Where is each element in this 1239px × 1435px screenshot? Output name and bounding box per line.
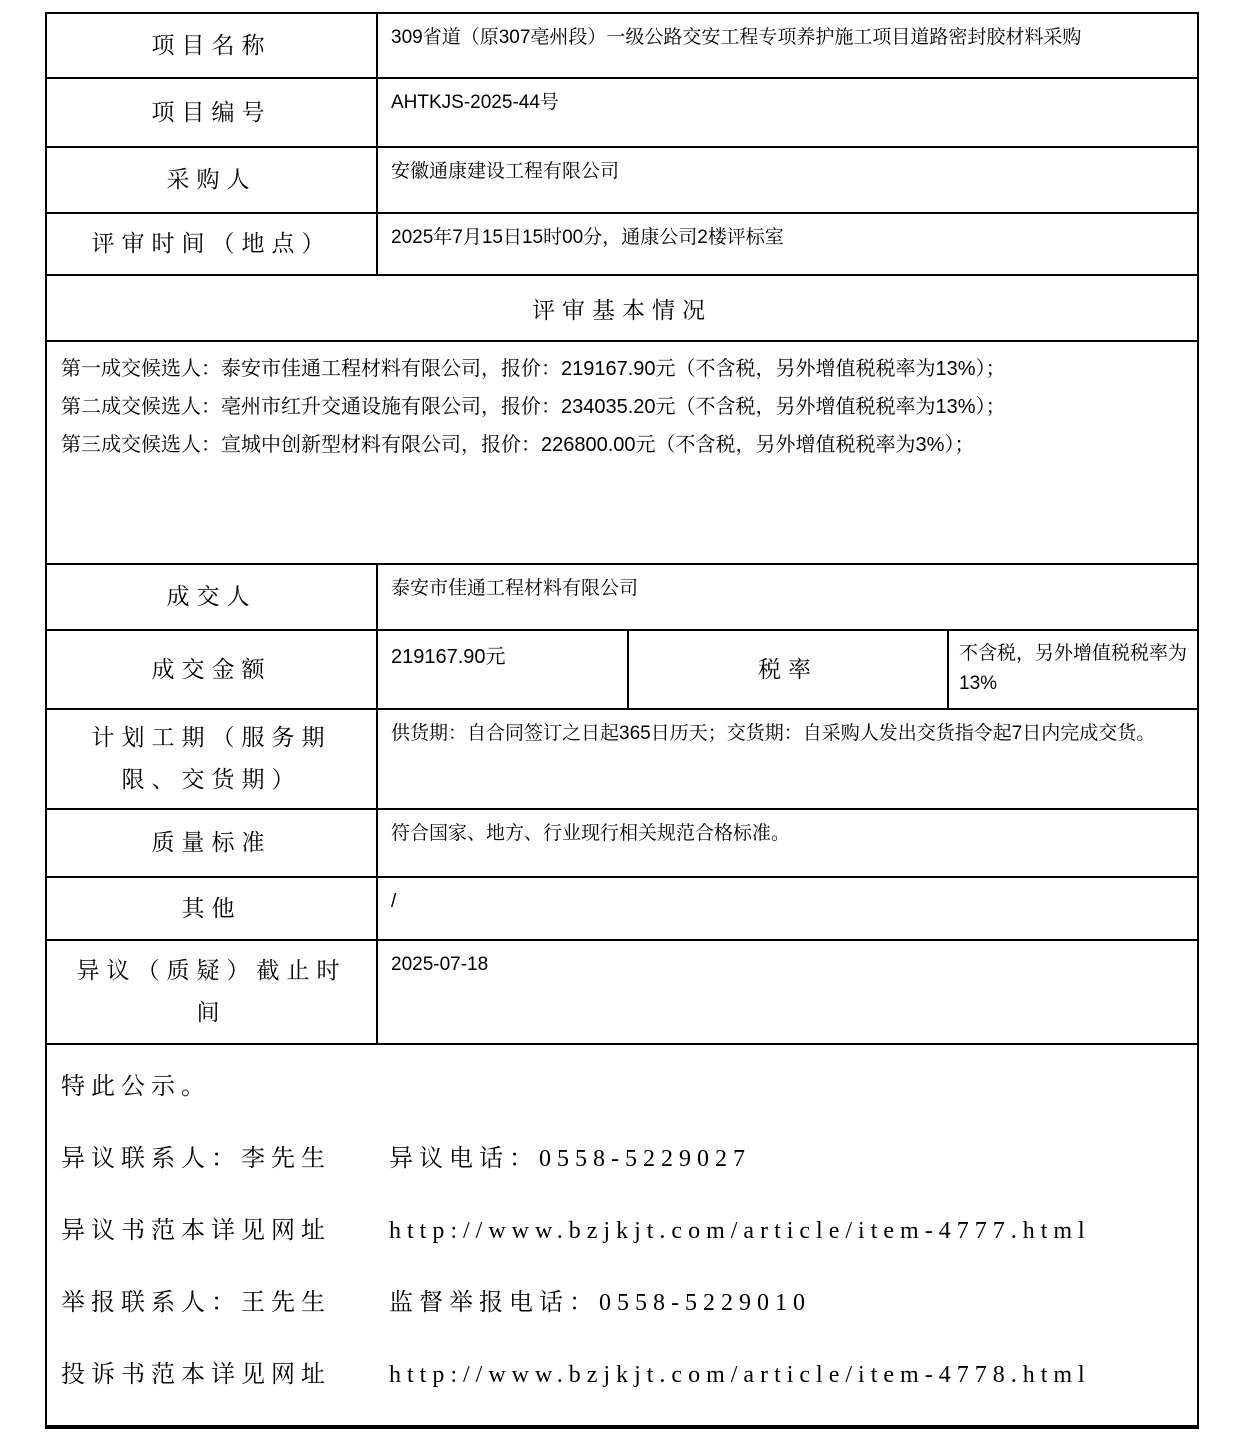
row-review-time bbox=[46, 213, 1198, 275]
review-time-value: 2025年7月15日15时00分，通康公司2楼评标室 bbox=[377, 213, 1198, 275]
objection-template-url: http://www.bzjkjt.com/article/item-4777.html bbox=[389, 1217, 1091, 1244]
row-schedule bbox=[46, 709, 1198, 809]
other-label: 其他 bbox=[46, 877, 377, 940]
footer-notice: 特此公示。 bbox=[61, 1073, 211, 1100]
complaint-template-label: 投诉书范本详见网址 bbox=[61, 1361, 331, 1388]
amount-label: 成交金额 bbox=[46, 630, 377, 709]
amount-value: 219167.90元 bbox=[377, 630, 628, 709]
tax-rate-label: 税率 bbox=[628, 630, 948, 709]
winner-label: 成交人 bbox=[46, 564, 377, 630]
row-review-section-header bbox=[46, 275, 1198, 341]
report-contact-label: 举报联系人：王先生 bbox=[61, 1289, 331, 1316]
objection-deadline-label: 异议（质疑）截止时间 bbox=[46, 940, 377, 1044]
candidates-cell bbox=[46, 341, 1198, 564]
row-objection-deadline bbox=[46, 940, 1198, 1044]
candidate-second: 第二成交候选人：亳州市红升交通设施有限公司，报价：234035.20元（不含税，另外增值税税率为13%）； bbox=[61, 396, 1006, 418]
footer-complaint-template-line bbox=[61, 1353, 1187, 1397]
quality-value: 符合国家、地方、行业现行相关规范合格标准。 bbox=[377, 809, 1198, 877]
project-name-value: 309省道（原307亳州段）一级公路交安工程专项养护施工项目道路密封胶材料采购 bbox=[377, 13, 1198, 78]
purchaser-label: 采购人 bbox=[46, 147, 377, 213]
project-name-label: 项目名称 bbox=[46, 13, 377, 78]
footer-cell bbox=[46, 1044, 1198, 1427]
objection-deadline-value: 2025-07-18 bbox=[377, 940, 1198, 1044]
footer-objection-contact-line bbox=[61, 1137, 1187, 1181]
review-time-label: 评审时间（地点） bbox=[46, 213, 377, 275]
winner-value: 泰安市佳通工程材料有限公司 bbox=[377, 564, 1198, 630]
quality-label: 质量标准 bbox=[46, 809, 377, 877]
report-phone: 监督举报电话：0558-5229010 bbox=[389, 1289, 811, 1316]
objection-contact-label: 异议联系人：李先生 bbox=[61, 1145, 331, 1172]
row-project-no bbox=[46, 78, 1198, 147]
project-no-value: AHTKJS-2025-44号 bbox=[377, 78, 1198, 147]
row-footer bbox=[46, 1044, 1198, 1427]
schedule-label: 计划工期（服务期限、交货期） bbox=[46, 709, 377, 809]
footer-objection-template-line bbox=[61, 1209, 1187, 1253]
footer-report-contact-line bbox=[61, 1281, 1187, 1325]
candidate-first: 第一成交候选人：泰安市佳通工程材料有限公司，报价：219167.90元（不含税，另外增值税税率为13%）； bbox=[61, 358, 1006, 380]
candidate-third: 第三成交候选人：宣城中创新型材料有限公司，报价：226800.00元（不含税，另外增值税税率为3%）； bbox=[61, 434, 975, 456]
row-purchaser bbox=[46, 147, 1198, 213]
tax-rate-value: 不含税，另外增值税税率为13% bbox=[948, 630, 1198, 709]
row-project-name bbox=[46, 13, 1198, 78]
review-section-header: 评审基本情况 bbox=[46, 275, 1198, 341]
row-other bbox=[46, 877, 1198, 940]
complaint-template-url: http://www.bzjkjt.com/article/item-4778.html bbox=[389, 1361, 1091, 1388]
objection-phone: 异议电话：0558-5229027 bbox=[389, 1145, 751, 1172]
row-quality bbox=[46, 809, 1198, 877]
row-winner bbox=[46, 564, 1198, 630]
objection-template-label: 异议书范本详见网址 bbox=[61, 1217, 331, 1244]
procurement-result-table bbox=[45, 12, 1199, 1429]
project-no-label: 项目编号 bbox=[46, 78, 377, 147]
row-amount bbox=[46, 630, 1198, 709]
row-candidates bbox=[46, 341, 1198, 564]
purchaser-value: 安徽通康建设工程有限公司 bbox=[377, 147, 1198, 213]
other-value: / bbox=[377, 877, 1198, 940]
schedule-value: 供货期：自合同签订之日起365日历天；交货期：自采购人发出交货指令起7日内完成交货。 bbox=[377, 709, 1198, 809]
